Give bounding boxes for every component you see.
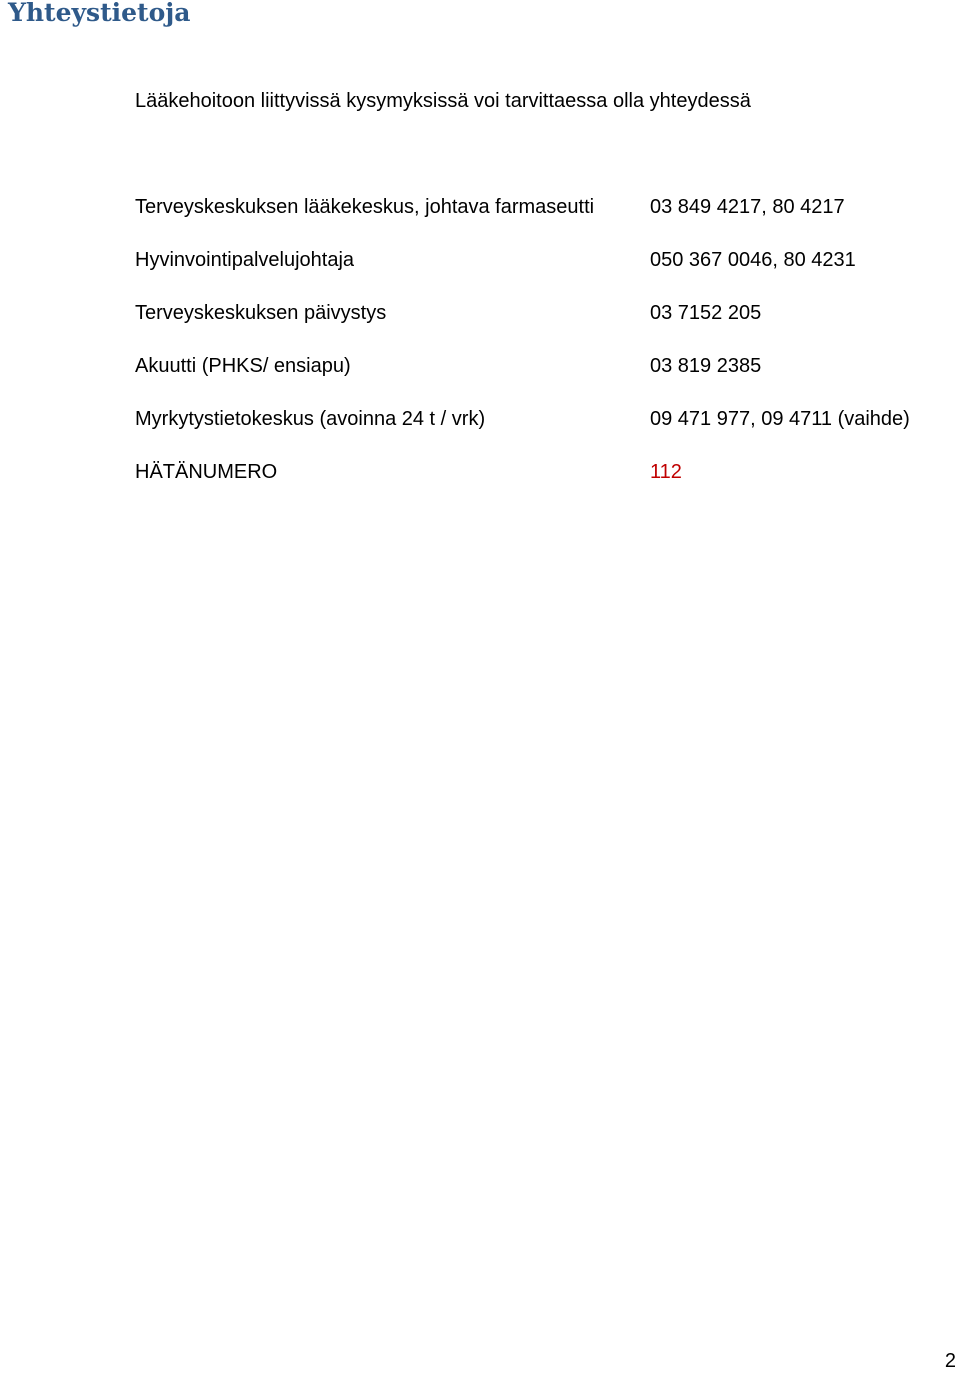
contact-row-medicine-center: [135, 196, 950, 249]
contact-row-welfare-director: [135, 249, 950, 302]
contact-row-acute-first-aid: [135, 355, 950, 408]
emergency-number: 112: [650, 461, 682, 483]
page-title: Yhteystietoja: [8, 0, 191, 27]
contact-label: Terveyskeskuksen päivystys: [135, 302, 387, 324]
contact-label: HÄTÄNUMERO: [135, 461, 278, 483]
contact-number: 09 471 977, 09 4711 (vaihde): [650, 408, 910, 430]
contact-label: Hyvinvointipalvelujohtaja: [135, 249, 355, 271]
contact-row-poison-center: [135, 408, 950, 461]
contact-row-health-center-duty: [135, 302, 950, 355]
contact-number: 050 367 0046, 80 4231: [650, 249, 856, 271]
contact-number: 03 849 4217, 80 4217: [650, 196, 845, 218]
intro-text: Lääkehoitoon liittyvissä kysymyksissä voi tarvittaessa olla yhteydessä: [135, 90, 751, 112]
contact-label: Akuutti (PHKS/ ensiapu): [135, 355, 351, 377]
contact-label: Myrkytystietokeskus (avoinna 24 t / vrk): [135, 408, 486, 430]
page-number: 2: [944, 1350, 956, 1372]
contact-row-emergency: [135, 461, 950, 514]
contact-label: Terveyskeskuksen lääkekeskus, johtava farmaseutti: [135, 196, 595, 218]
contact-list: [135, 196, 950, 514]
contact-number: 03 7152 205: [650, 302, 762, 324]
contact-number: 03 819 2385: [650, 355, 762, 377]
